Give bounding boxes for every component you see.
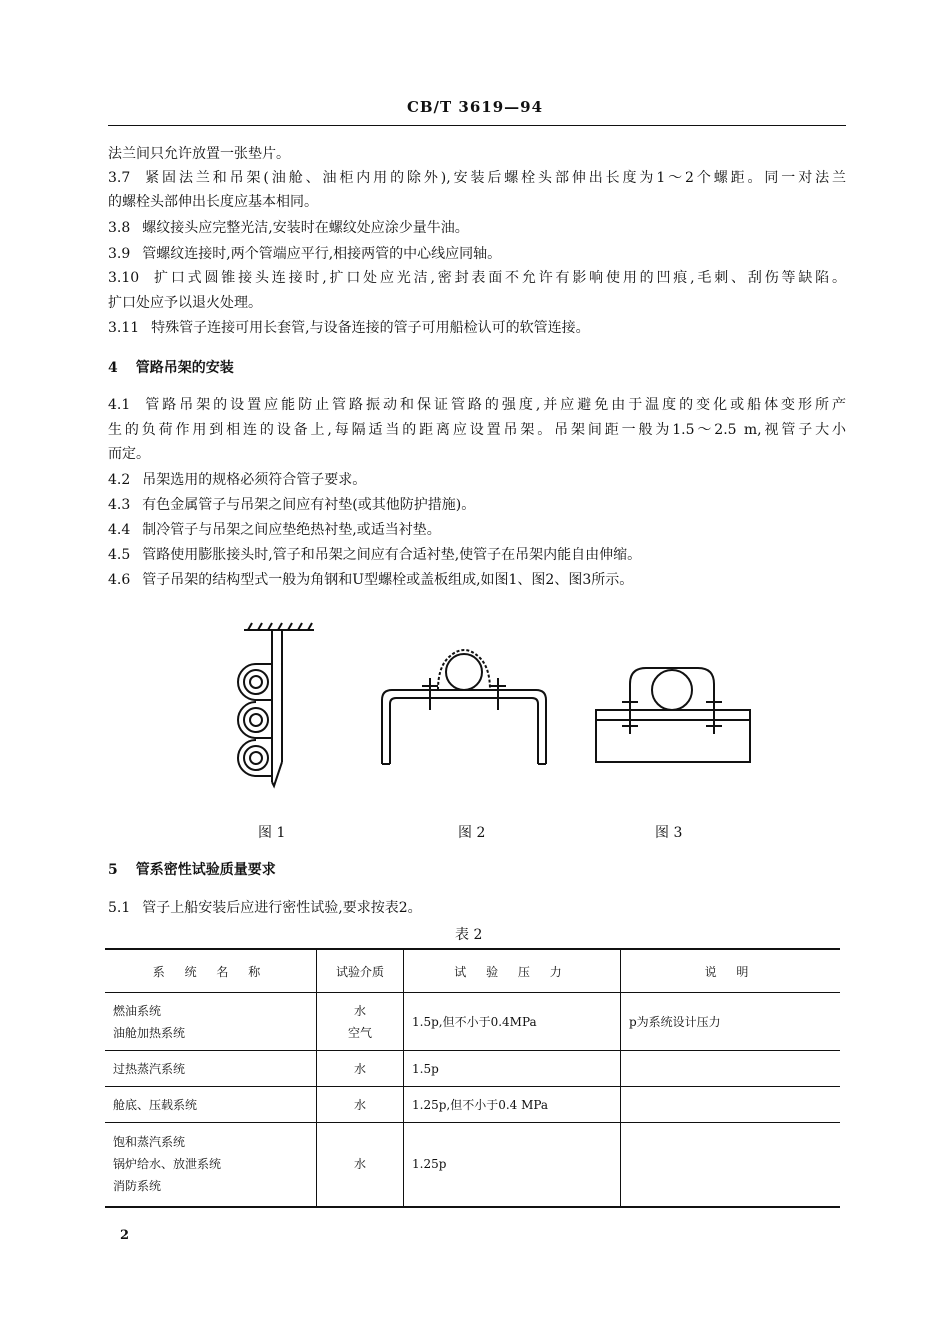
header-test-medium: 试验介质 <box>317 949 404 993</box>
medium: 水 <box>353 1157 366 1172</box>
figure-2-drawing <box>378 640 550 768</box>
medium-cell <box>317 1087 404 1123</box>
medium-cell <box>317 1051 404 1087</box>
table-2-title: 表 2 <box>455 927 483 943</box>
medium: 水 <box>353 1003 366 1018</box>
paragraph-text: 紧固法兰和吊架(油舱、油柜内用的除外),安装后螺栓头部伸出长度为1～2个螺距。同一对法兰 <box>142 170 846 186</box>
paragraph-4-5 <box>108 545 846 565</box>
system-cell <box>105 1051 317 1087</box>
note-cell <box>621 1051 841 1087</box>
medium: 空气 <box>347 1025 372 1040</box>
pressure-cell: 1.25p <box>404 1123 621 1207</box>
section-number: 4 <box>108 360 118 376</box>
header-rule <box>108 125 846 126</box>
pressure-cell: 1.5p,但不小于0.4MPa <box>404 993 621 1051</box>
header-remarks: 说 明 <box>621 949 841 993</box>
paragraph-3-10 <box>108 268 846 288</box>
paragraph-4-2 <box>108 470 846 490</box>
system-name: 消防系统 <box>113 1179 162 1194</box>
section-title: 管系密性试验质量要求 <box>135 862 276 878</box>
pressure-cell: 1.25p,但不小于0.4 MPa <box>404 1087 621 1123</box>
clause-number: 4.2 <box>108 472 131 488</box>
section-4-heading <box>108 358 846 378</box>
table-row <box>105 1051 840 1087</box>
figure-1-caption: 图 1 <box>258 825 286 841</box>
paragraph-text: 特殊管子连接可用长套管,与设备连接的管子可用船检认可的软管连接。 <box>151 320 590 336</box>
clause-number: 3.9 <box>108 246 131 262</box>
clause-number: 3.7 <box>108 170 131 186</box>
clause-number: 4.6 <box>108 572 131 588</box>
system-cell <box>105 993 317 1051</box>
figure-2-caption: 图 2 <box>458 825 486 841</box>
paragraph-text: 螺纹接头应完整光洁,安装时在螺纹处应涂少量牛油。 <box>142 220 469 236</box>
clause-number: 3.8 <box>108 220 131 236</box>
header-system-name: 系 统 名 称 <box>105 949 317 993</box>
table-2 <box>105 948 840 1208</box>
system-name: 舱底、压载系统 <box>113 1097 198 1112</box>
table-header-row <box>105 949 840 993</box>
system-name: 饱和蒸汽系统 <box>113 1135 186 1150</box>
section-title: 管路吊架的安装 <box>135 360 234 376</box>
paragraph-5-1 <box>108 898 846 918</box>
paragraph-text: 管路吊架的设置应能防止管路振动和保证管路的强度,并应避免由于温度的变化或船体变形所产 <box>142 397 846 413</box>
paragraph-text: 管子吊架的结构型式一般为角钢和U型螺栓或盖板组成,如图1、图2、图3所示。 <box>142 572 634 588</box>
page-number: 2 <box>120 1228 130 1243</box>
paragraph-text: 制冷管子与吊架之间应垫绝热衬垫,或适当衬垫。 <box>142 522 441 538</box>
clause-number: 3.10 <box>108 270 140 286</box>
clause-number: 3.11 <box>108 320 140 336</box>
system-name: 锅炉给水、放泄系统 <box>113 1157 222 1172</box>
pressure-cell: 1.5p <box>404 1051 621 1087</box>
table-row <box>105 1087 840 1123</box>
paragraph-4-1-end: 而定。 <box>108 446 150 462</box>
clause-number: 4.4 <box>108 522 131 538</box>
system-cell <box>105 1123 317 1207</box>
figure-3-caption: 图 3 <box>655 825 683 841</box>
document-code: CB/T 3619—94 <box>406 98 544 116</box>
paragraph-text: 扩口式圆锥接头连接时,扩口处应光洁,密封表面不允许有影响使用的凹痕,毛刺、刮伤等缺陷。 <box>151 270 846 286</box>
system-name: 油舱加热系统 <box>113 1025 186 1040</box>
medium-cell <box>317 993 404 1051</box>
note-cell <box>621 1123 841 1207</box>
paragraph-3-7-cont: 的螺栓头部伸出长度应基本相同。 <box>108 194 318 210</box>
clause-number: 4.3 <box>108 497 131 513</box>
paragraph-3-11 <box>108 318 846 338</box>
paragraph-4-1-cont: 生的负荷作用到相连的设备上,每隔适当的距离应设置吊架。吊架间距一般为1.5～2.5 m,视管子大小 <box>108 422 846 438</box>
note-cell: p为系统设计压力 <box>621 993 841 1051</box>
paragraph-text: 管子上船安装后应进行密性试验,要求按表2。 <box>142 900 422 916</box>
paragraph-4-4 <box>108 520 846 540</box>
note-cell <box>621 1087 841 1123</box>
system-name: 燃油系统 <box>113 1003 162 1018</box>
figure-1-drawing <box>236 620 318 792</box>
clause-number: 4.1 <box>108 397 131 413</box>
paragraph-text: 管螺纹连接时,两个管端应平行,相接两管的中心线应同轴。 <box>142 246 502 262</box>
figure-3-drawing <box>592 654 754 766</box>
section-number: 5 <box>108 862 118 878</box>
system-cell <box>105 1087 317 1123</box>
paragraph-3-6-cont: 法兰间只允许放置一张垫片。 <box>108 146 290 162</box>
paragraph-text: 吊架选用的规格必须符合管子要求。 <box>142 472 367 488</box>
paragraph-3-7 <box>108 168 846 188</box>
paragraph-4-3 <box>108 495 846 515</box>
table-row <box>105 1123 840 1207</box>
clause-number: 5.1 <box>108 900 131 916</box>
clause-number: 4.5 <box>108 547 131 563</box>
paragraph-3-8 <box>108 218 846 238</box>
medium: 水 <box>353 1061 366 1076</box>
paragraph-text: 有色金属管子与吊架之间应有衬垫(或其他防护措施)。 <box>142 497 476 513</box>
header-test-pressure: 试 验 压 力 <box>404 949 621 993</box>
paragraph-4-1 <box>108 395 846 415</box>
paragraph-4-6 <box>108 570 846 590</box>
medium: 水 <box>353 1097 366 1112</box>
system-name: 过热蒸汽系统 <box>113 1061 186 1076</box>
medium-cell <box>317 1123 404 1207</box>
paragraph-3-9 <box>108 244 846 264</box>
paragraph-text: 管路使用膨胀接头时,管子和吊架之间应有合适衬垫,使管子在吊架内能自由伸缩。 <box>142 547 642 563</box>
table-row <box>105 993 840 1051</box>
paragraph-3-10-cont: 扩口处应予以退火处理。 <box>108 295 262 311</box>
section-5-heading <box>108 860 846 880</box>
